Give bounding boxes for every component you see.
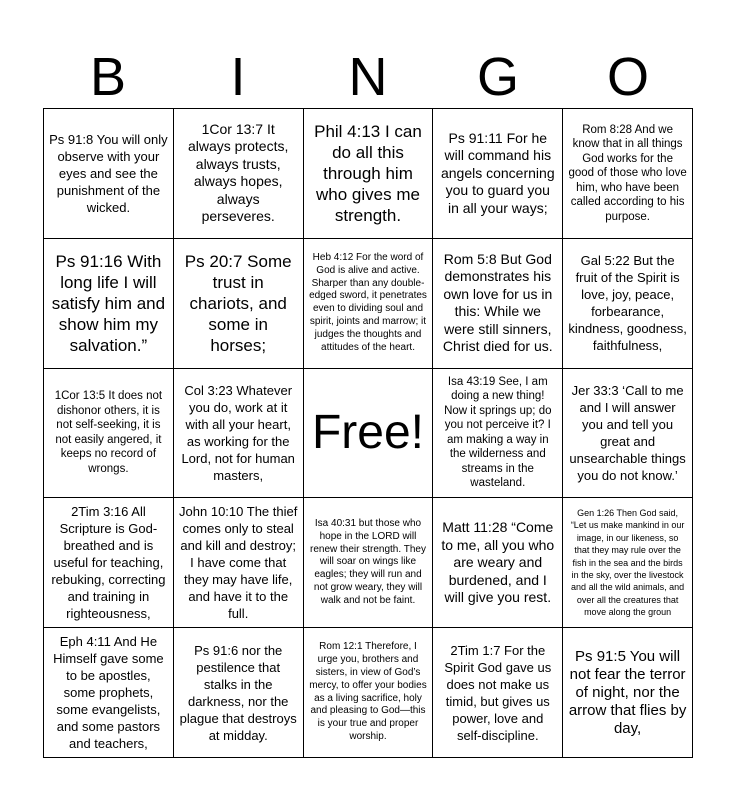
bingo-cell <box>44 239 174 369</box>
bingo-grid <box>43 108 693 758</box>
cell-text: John 10:10 The thief comes only to steal and kill and destroy; I have come that they may have life, and have it to the full. <box>179 504 298 622</box>
bingo-cell <box>304 239 434 369</box>
bingo-cell <box>44 498 174 628</box>
bingo-cell <box>563 628 693 758</box>
cell-text: Rom 5:8 But God demonstrates his own love for us in this: While we were still sinners, Christ died for us. <box>442 250 553 355</box>
bingo-cell <box>433 239 563 369</box>
cell-text: Ps 20:7 Some trust in chariots, and some in horses; <box>184 251 292 355</box>
bingo-cell <box>174 498 304 628</box>
header-letter-o: O <box>606 47 649 107</box>
cell-text: Matt 11:28 “Come to me, all you who are weary and burdened, and I will give you rest. <box>441 519 555 606</box>
cell-text: Ps 91:11 For he will command his angels concerning you to guard you in all your ways; <box>440 129 555 216</box>
cell-text: Col 3:23 Whatever you do, work at it with all your heart, as working for the Lord, not for human masters, <box>181 382 295 483</box>
bingo-cell <box>44 109 174 239</box>
bingo-cell <box>304 628 434 758</box>
cell-text: Ps 91:16 With long life I will satisfy him and show him my salvation.” <box>51 251 166 355</box>
bingo-cell <box>433 498 563 628</box>
bingo-cell <box>304 109 434 239</box>
header-letter-i: I <box>230 47 246 107</box>
cell-text: 1Cor 13:7 It always protects, always trusts, always hopes, always perseveres. <box>188 120 289 225</box>
bingo-cell <box>563 369 693 499</box>
bingo-cell <box>433 628 563 758</box>
free-label: Free! <box>311 405 424 459</box>
bingo-header <box>43 48 693 106</box>
cell-text: Eph 4:11 And He Himself gave some to be apostles, some prophets, some evangelists, and some pastors and teachers, <box>53 634 164 752</box>
cell-text: Ps 91:6 nor the pestilence that stalks in the darkness, nor the plague that destroys at midday. <box>179 642 297 743</box>
cell-text: Phil 4:13 I can do all this through him who gives me strength. <box>314 121 422 225</box>
cell-text: Isa 43:19 See, I am doing a new thing! Now it springs up; do you not perceive it? I am making a way in the wilderness and streams in the wasteland. <box>444 375 552 490</box>
cell-text: Isa 40:31 but those who hope in the LORD will renew their strength. They will soar on wings like eagles; they will run and not grow weary, they will walk and not be faint. <box>309 518 426 606</box>
header-letter-g: G <box>476 47 519 107</box>
bingo-cell <box>174 109 304 239</box>
bingo-cell <box>563 498 693 628</box>
free-cell <box>304 369 434 499</box>
cell-text: Rom 8:28 And we know that in all things God works for the good of those who love him, who have been called according to his purpose. <box>568 123 687 223</box>
bingo-cell <box>304 498 434 628</box>
cell-text: 1Cor 13:5 It does not dishonor others, it is not self-seeking, it is not easily angered, it keeps no record of wrongs. <box>54 390 163 475</box>
cell-text: Gen 1:26 Then God said, “Let us make mankind in our image, in our likeness, so that they may rule over the fish in the sea and the birds in the sky, over the livestock and all the wild animals, and over all the creatures that move along the groun <box>570 507 685 618</box>
cell-text: Ps 91:5 You will not fear the terror of night, nor the arrow that flies by day, <box>568 647 687 737</box>
cell-text: 2Tim 3:16 All Scripture is God-breathed and is useful for teaching, rebuking, correcting and training in righteousness, <box>51 504 166 622</box>
bingo-cell <box>174 239 304 369</box>
bingo-cell <box>174 369 304 499</box>
cell-text: Rom 12:1 Therefore, I urge you, brothers and sisters, in view of God’s mercy, to offer your bodies as a living sacrifice, holy and pleasing to God—this is your true and proper worship. <box>309 641 427 742</box>
bingo-cell <box>563 239 693 369</box>
cell-text: Heb 4:12 For the word of God is alive and active. Sharper than any double-edged sword, it penetrates even to dividing soul and spirit, joints and marrow; it judges the thoughts and attitudes of the heart. <box>309 252 427 353</box>
bingo-cell <box>563 109 693 239</box>
bingo-cell <box>44 628 174 758</box>
cell-text: 2Tim 1:7 For the Spirit God gave us does not make us timid, but gives us power, love and self-discipline. <box>444 642 552 743</box>
cell-text: Gal 5:22 But the fruit of the Spirit is love, joy, peace, forbearance, kindness, goodness, faithfulness, <box>568 253 687 354</box>
bingo-cell <box>433 109 563 239</box>
bingo-cell <box>174 628 304 758</box>
cell-text: Ps 91:8 You will only observe with your eyes and see the punishment of the wicked. <box>49 131 168 215</box>
cell-text: Jer 33:3 ‘Call to me and I will answer you and tell you great and unsearchable things you do not know.’ <box>569 382 686 483</box>
bingo-cell <box>44 369 174 499</box>
header-letter-n: N <box>348 47 388 107</box>
header-letter-b: B <box>89 47 127 107</box>
bingo-cell <box>433 369 563 499</box>
